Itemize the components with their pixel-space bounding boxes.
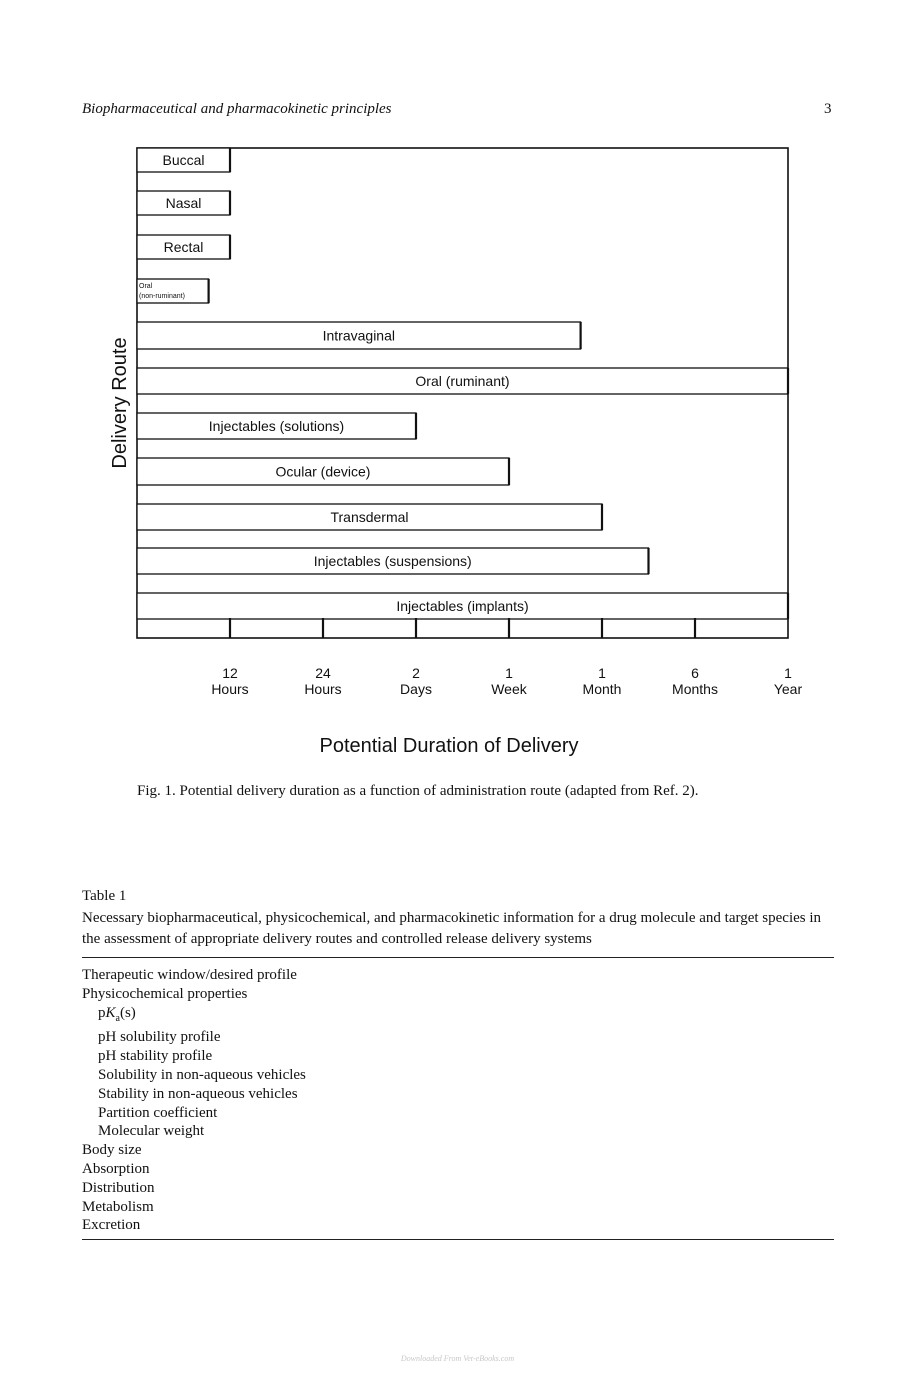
x-tick-label-unit: Week	[491, 681, 527, 697]
table-row: pH solubility profile	[98, 1029, 221, 1046]
x-tick-label-unit: Month	[582, 681, 622, 697]
running-header: Biopharmaceutical and pharmacokinetic principles	[82, 101, 392, 117]
x-tick-label-value: 6	[691, 665, 699, 681]
table-row: Partition coefficient	[98, 1104, 218, 1121]
table-row: Body size	[82, 1142, 142, 1159]
table-rule-bottom	[82, 1239, 834, 1240]
footer-watermark: Downloaded From Vet-eBooks.com	[400, 1354, 515, 1363]
table-label: Table 1	[82, 888, 127, 904]
bar-injectables-suspensions-label: Injectables (suspensions)	[313, 553, 472, 569]
table-row: Solubility in non-aqueous vehicles	[98, 1066, 306, 1083]
table-caption: Necessary biopharmaceutical, physicochemical, and pharmacokinetic information for a drug molecule and target species in the assessment of appropriate delivery routes and controlled release delivery systems	[82, 910, 822, 947]
bar-intravaginal-label: Intravaginal	[322, 327, 396, 344]
x-tick-label-unit: Year	[773, 681, 803, 697]
x-tick-label-value: 1	[505, 665, 513, 681]
table-row: Distribution	[82, 1179, 155, 1196]
table-row: Absorption	[82, 1160, 150, 1177]
x-tick-label-value: 1	[784, 665, 792, 681]
x-tick-label-value: 1	[598, 665, 606, 681]
table-row: Molecular weight	[98, 1123, 205, 1140]
table-row: Stability in non-aqueous vehicles	[98, 1085, 298, 1102]
x-tick-label-unit: Months	[672, 681, 718, 697]
bar-transdermal-label: Transdermal	[330, 509, 409, 525]
x-axis-title: Potential Duration of Delivery	[319, 735, 579, 757]
bar-injectables-implants-label: Injectables (implants)	[396, 598, 529, 614]
y-axis-label: Delivery Route	[109, 337, 131, 469]
page-number: 3	[824, 101, 832, 117]
x-tick-label-value: 24	[315, 665, 331, 681]
x-tick-label-value: 12	[222, 665, 238, 681]
bar-oral-non-ruminant-label-line2: (non-ruminant)	[139, 293, 185, 300]
table-row: pH stability profile	[98, 1048, 213, 1065]
x-tick-label-unit: Days	[400, 681, 432, 697]
bar-ocular-device-label: Ocular (device)	[275, 463, 371, 480]
x-tick-label-unit: Hours	[304, 681, 342, 697]
bar-buccal-label: Buccal	[162, 152, 205, 168]
figure-caption: Fig. 1. Potential delivery duration as a function of administration route (adapted from Ref. 2).	[137, 783, 699, 799]
table-row: Metabolism	[82, 1198, 154, 1215]
x-tick-label-unit: Hours	[211, 681, 249, 697]
table-rows	[82, 966, 306, 1235]
table-row: $pK_a(s)$	[98, 1004, 136, 1024]
bar-rectal-label: Rectal	[163, 239, 204, 255]
bar-nasal-label: Nasal	[165, 195, 202, 211]
bar-injectables-solutions-label: Injectables (solutions)	[208, 418, 345, 434]
chart-ticks	[211, 618, 802, 697]
table-row: Therapeutic window/desired profile	[82, 967, 297, 983]
x-tick-label-value: 2	[412, 665, 420, 681]
chart-bars	[137, 148, 788, 619]
bar-oral-ruminant-label: Oral (ruminant)	[415, 373, 510, 389]
bar-oral-non-ruminant-label-line1: Oral	[139, 283, 153, 290]
table-row: Excretion	[82, 1217, 141, 1234]
table-rule-top	[82, 957, 834, 958]
table-row: Physicochemical properties	[82, 985, 248, 1002]
